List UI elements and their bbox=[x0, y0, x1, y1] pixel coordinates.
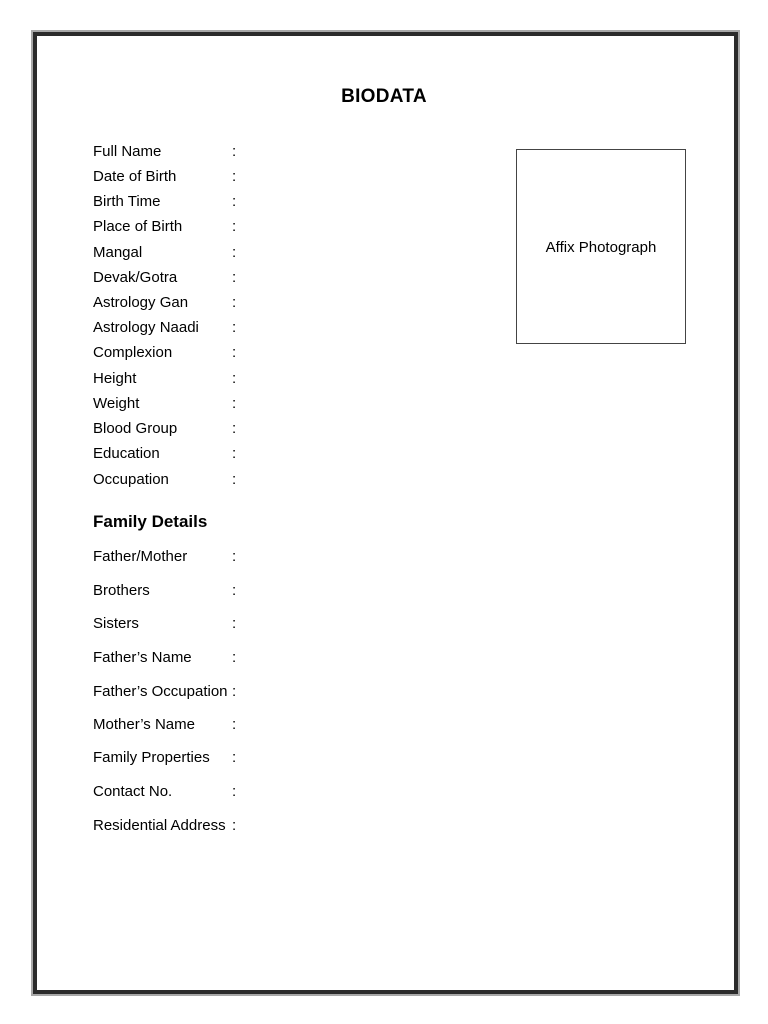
field-label: Father’s Name bbox=[93, 649, 192, 666]
field-colon: : bbox=[232, 344, 237, 361]
field-astrology-naadi bbox=[93, 318, 293, 338]
field-label: Father’s Occupation bbox=[93, 683, 228, 700]
field-label: Occupation bbox=[93, 471, 169, 488]
field-colon: : bbox=[232, 319, 237, 336]
field-colon: : bbox=[232, 817, 237, 834]
field-colon: : bbox=[232, 716, 237, 733]
field-colon: : bbox=[232, 395, 237, 412]
field-label: Date of Birth bbox=[93, 168, 177, 185]
field-colon: : bbox=[232, 244, 237, 261]
field-label: Place of Birth bbox=[93, 218, 183, 235]
field-label: Blood Group bbox=[93, 420, 178, 437]
field-colon: : bbox=[232, 749, 237, 766]
field-blood-group bbox=[93, 419, 293, 439]
field-label: Residential Address bbox=[93, 817, 226, 834]
field-education bbox=[93, 444, 293, 464]
field-label: Contact No. bbox=[93, 783, 173, 800]
field-mangal bbox=[93, 243, 293, 263]
field-label: Weight bbox=[93, 395, 140, 412]
field-label: Complexion bbox=[93, 344, 173, 361]
photo-placeholder-box bbox=[516, 149, 686, 344]
field-label: Mangal bbox=[93, 244, 143, 261]
field-colon: : bbox=[232, 783, 237, 800]
document-title: BIODATA bbox=[341, 86, 427, 107]
field-birth-time bbox=[93, 192, 293, 212]
field-fathers-name bbox=[93, 648, 293, 668]
field-label: Brothers bbox=[93, 582, 150, 599]
field-label: Mother’s Name bbox=[93, 716, 195, 733]
field-complexion bbox=[93, 343, 293, 363]
field-label: Family Properties bbox=[93, 749, 210, 766]
field-residential-address bbox=[93, 816, 293, 836]
field-colon: : bbox=[232, 445, 237, 462]
field-label: Full Name bbox=[93, 143, 162, 160]
field-label: Father/Mother bbox=[93, 548, 188, 565]
field-colon: : bbox=[232, 143, 237, 160]
field-fathers-occupation bbox=[93, 682, 293, 702]
field-colon: : bbox=[232, 615, 237, 632]
field-label: Astrology Gan bbox=[93, 294, 189, 311]
field-colon: : bbox=[232, 471, 237, 488]
field-label: Sisters bbox=[93, 615, 139, 632]
field-label: Height bbox=[93, 370, 137, 387]
field-label: Education bbox=[93, 445, 160, 462]
field-colon: : bbox=[232, 582, 237, 599]
field-colon: : bbox=[232, 370, 237, 387]
field-father-mother bbox=[93, 547, 293, 567]
field-colon: : bbox=[232, 193, 237, 210]
field-devak-gotra bbox=[93, 268, 293, 288]
field-label: Devak/Gotra bbox=[93, 269, 178, 286]
field-full-name bbox=[93, 142, 293, 162]
field-height bbox=[93, 369, 293, 389]
field-family-properties bbox=[93, 748, 293, 768]
field-colon: : bbox=[232, 294, 237, 311]
field-brothers bbox=[93, 581, 293, 601]
field-colon: : bbox=[232, 548, 237, 565]
field-colon: : bbox=[232, 649, 237, 666]
field-mothers-name bbox=[93, 715, 293, 735]
field-occupation bbox=[93, 470, 293, 490]
field-colon: : bbox=[232, 269, 237, 286]
field-colon: : bbox=[232, 420, 237, 437]
field-place-of-birth bbox=[93, 217, 293, 237]
field-sisters bbox=[93, 614, 293, 634]
field-date-of-birth bbox=[93, 167, 293, 187]
field-label: Astrology Naadi bbox=[93, 319, 199, 336]
field-colon: : bbox=[232, 218, 237, 235]
field-colon: : bbox=[232, 683, 237, 700]
field-contact-no bbox=[93, 782, 293, 802]
photo-label: Affix Photograph bbox=[545, 239, 657, 256]
family-details-heading: Family Details bbox=[93, 512, 208, 531]
field-label: Birth Time bbox=[93, 193, 161, 210]
field-colon: : bbox=[232, 168, 237, 185]
field-weight bbox=[93, 394, 293, 414]
field-astrology-gan bbox=[93, 293, 293, 313]
